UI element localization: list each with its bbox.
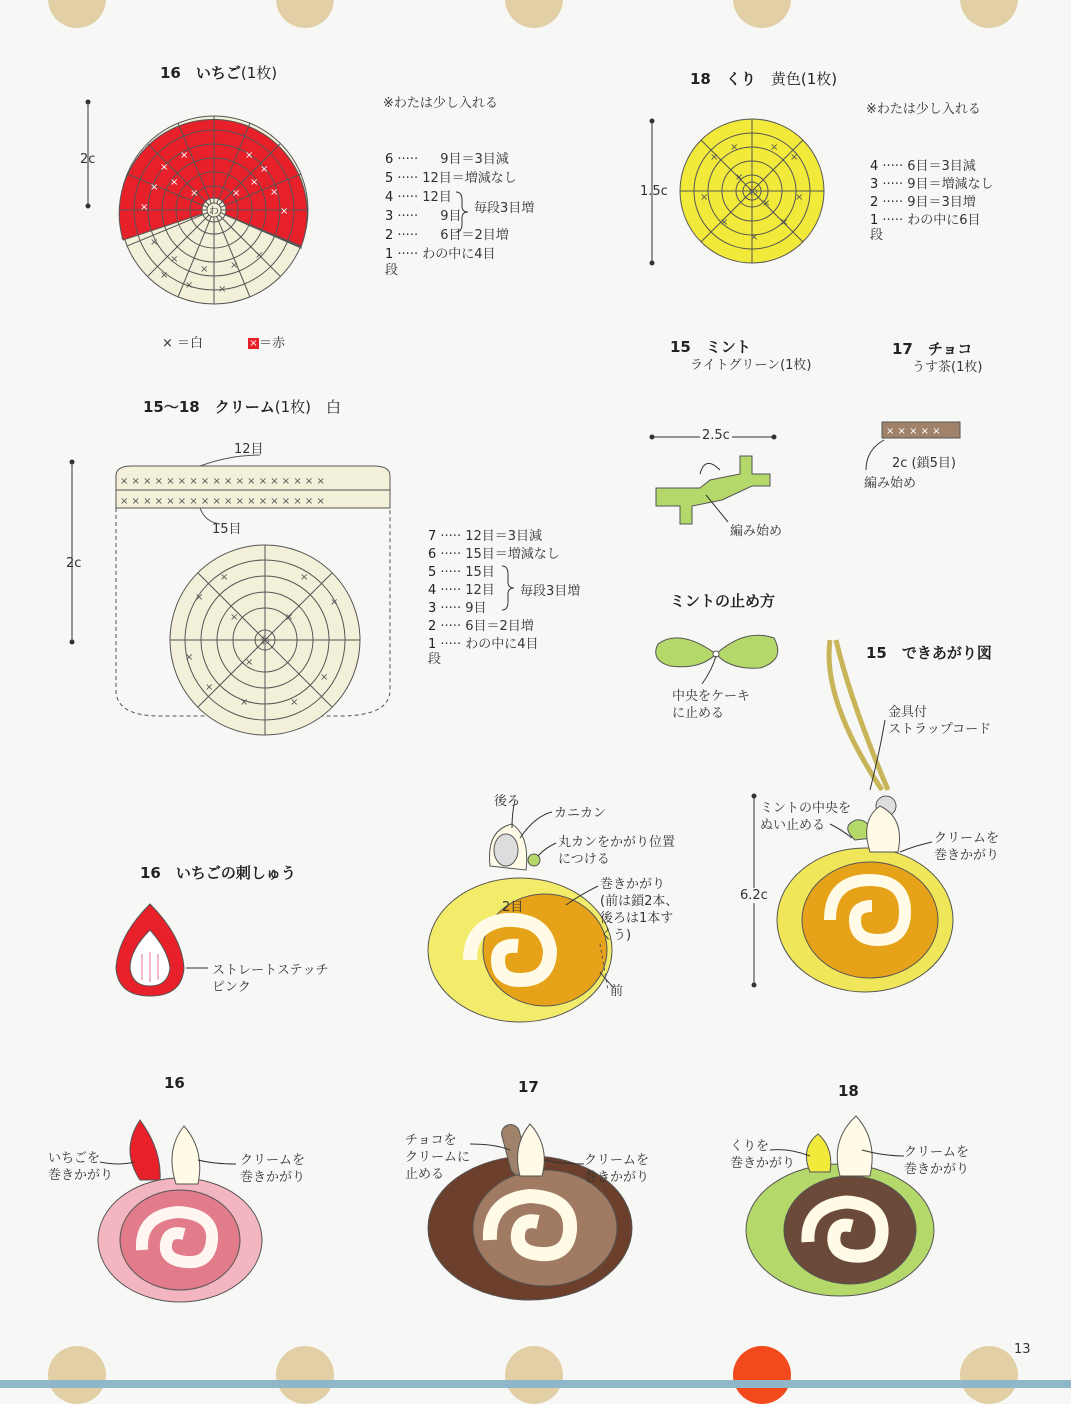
svg-text:×: ×	[232, 188, 241, 199]
row: 6 ····· 15目＝増減なし	[428, 547, 560, 562]
svg-text:×: ×	[220, 572, 229, 583]
svg-text:× × × × ×: × × × × ×	[886, 426, 941, 437]
svg-text:×: ×	[780, 217, 789, 228]
svg-text:×: ×	[170, 254, 179, 265]
two-stitch-label: 2目	[502, 900, 524, 915]
cream-dim: 2c	[66, 556, 82, 571]
cake-16-num: 16	[164, 1074, 185, 1092]
mint-start: 編み始め	[730, 524, 783, 539]
mint-leaf-chart	[656, 456, 770, 524]
legend-white: × ＝白	[162, 336, 204, 351]
cake-17-label-right: クリームを 巻きかがり	[584, 1153, 650, 1185]
row: 4 ····· 12目	[428, 583, 495, 598]
svg-text:×: ×	[160, 270, 169, 281]
svg-text:×: ×	[150, 182, 159, 193]
cream-brace-label: 毎段3目増	[520, 584, 581, 599]
svg-text:×: ×	[245, 150, 254, 161]
svg-text:×: ×	[280, 206, 289, 217]
chestnut-rows	[870, 158, 994, 242]
svg-text:×: ×	[790, 152, 799, 163]
wa-mark: わ	[209, 206, 219, 217]
strawberry-dim: 2c	[80, 152, 96, 167]
svg-text:×: ×	[160, 162, 169, 173]
mint-bow	[656, 635, 778, 668]
svg-text:×: ×	[190, 188, 199, 199]
svg-text:×: ×	[720, 217, 729, 228]
svg-text:×: ×	[230, 260, 239, 271]
svg-text:×: ×	[240, 697, 249, 708]
embroidery-label: ストレートステッチ ピンク	[212, 963, 329, 995]
row: 1 ····· わの中に6目	[870, 213, 981, 228]
back-label: 後ろ	[494, 794, 521, 809]
choco-dim: 2c (鎖5目)	[892, 456, 956, 471]
choco-title: 17 チョコ	[892, 340, 973, 358]
svg-text:× × × × × × × × × × × × × × ×: × × × × × × × × × × × × × × × × × ×	[120, 476, 325, 487]
row: 1 ····· わの中に4目	[385, 247, 496, 262]
svg-text:×: ×	[150, 237, 159, 248]
svg-text:×: ×	[195, 592, 204, 603]
svg-text:×: ×	[300, 572, 309, 583]
cream-bottom: 15目	[212, 522, 242, 537]
svg-text:×: ×	[762, 198, 771, 209]
row: 7 ····· 12目＝3目減	[428, 529, 543, 544]
finished-dim: 6.2c	[740, 888, 768, 903]
dan-label: 段	[870, 228, 884, 243]
row: 3 ····· 9目	[428, 601, 487, 616]
strawberry-title: 16 いちご(1枚)	[160, 64, 278, 82]
row: 2 ····· 9目＝3目増	[870, 195, 976, 210]
strawberry-brace-label: 毎段3目増	[474, 201, 535, 216]
cake-18-label-right: クリームを 巻きかがり	[904, 1145, 970, 1177]
rolling-label: 巻きかがり (前は鎖2本、 後ろは1本す くう)	[600, 877, 679, 943]
svg-text:×: ×	[730, 142, 739, 153]
cake-17-num: 17	[518, 1078, 539, 1096]
cake-16-label-left: いちごを 巻きかがり	[48, 1151, 114, 1183]
cream-title: 15〜18 クリーム(1枚) 白	[143, 398, 341, 416]
dan-label: 段	[428, 652, 442, 667]
svg-text:×: ×	[185, 280, 194, 291]
svg-text:×: ×	[255, 250, 264, 261]
svg-text:×: ×	[750, 232, 759, 243]
svg-text:×: ×	[245, 657, 254, 668]
ring-label: 丸カンをかがり位置 につける	[558, 835, 676, 867]
svg-text:×: ×	[795, 192, 804, 203]
cake-16-label-right: クリームを 巻きかがり	[240, 1153, 306, 1185]
dan-label: 段	[385, 263, 399, 278]
svg-text:×: ×	[218, 284, 227, 295]
svg-text:×: ×	[770, 142, 779, 153]
red-swatch: ×	[249, 338, 258, 349]
svg-text:×: ×	[285, 612, 294, 623]
row: 2 ····· 6目＝2目増	[385, 228, 509, 243]
chestnut-title: 18 くり 黄色(1枚)	[690, 70, 838, 88]
mint-sub: ライトグリーン(1枚)	[690, 358, 812, 373]
svg-text:×: ×	[700, 192, 709, 203]
choco-sub: うす茶(1枚)	[912, 360, 983, 375]
chestnut-note: ※わたは少し入れる	[866, 102, 981, 117]
row: 4 ····· 12目	[385, 190, 452, 205]
strap-label: 金具付 ストラップコード	[888, 705, 992, 737]
front-label: 前	[610, 984, 624, 999]
kanikan-label: カニカン	[554, 806, 607, 821]
svg-text:わ: わ	[748, 187, 758, 198]
svg-text:× × × × × × × × × × × × × × ×: × × × × × × × × × × × × × × × × × ×	[120, 496, 325, 507]
chestnut-dim: 1.5c	[640, 184, 668, 199]
row: 3 ····· 9目＝増減なし	[870, 177, 994, 192]
row: 3 ····· 9目	[385, 209, 462, 224]
svg-text:×: ×	[180, 150, 189, 161]
strawberry-note: ※わたは少し入れる	[383, 96, 498, 111]
embroidery-title: 16 いちごの刺しゅう	[140, 864, 296, 882]
legend-red: ×＝赤	[249, 336, 286, 351]
finished-title: 15 できあがり図	[866, 644, 992, 662]
embroidery-strawberry	[116, 904, 184, 996]
svg-text:×: ×	[250, 177, 259, 188]
cake-18-label-left: くりを 巻きかがり	[730, 1139, 796, 1171]
row: 4 ····· 6目＝3目減	[870, 159, 976, 174]
svg-text:×: ×	[290, 697, 299, 708]
mint-sew-label: ミントの中央を ぬい止める	[760, 801, 852, 833]
svg-text:×: ×	[260, 164, 269, 175]
page-number: 13	[1014, 1342, 1031, 1357]
svg-text:×: ×	[330, 597, 339, 608]
svg-text:×: ×	[185, 652, 194, 663]
svg-text:×: ×	[205, 682, 214, 693]
cake-16	[98, 1120, 262, 1302]
svg-text:×: ×	[270, 187, 279, 198]
row: 1 ····· わの中に4目	[428, 637, 539, 652]
cream-roll-label: クリームを 巻きかがり	[934, 831, 1000, 863]
cake-17-label-left: チョコを クリームに 止める	[405, 1133, 471, 1182]
svg-text:×: ×	[170, 177, 179, 188]
svg-text:×: ×	[200, 264, 209, 275]
mint-dim: 2.5c	[702, 428, 730, 443]
row: 2 ····· 6目＝2目増	[428, 619, 534, 634]
cream-top: 12目	[234, 442, 264, 457]
mint-fix-label: 中央をケーキ に止める	[672, 689, 751, 721]
mint-fix-title: ミントの止め方	[670, 592, 776, 610]
svg-text:×: ×	[735, 172, 744, 183]
svg-text:×: ×	[320, 672, 329, 683]
svg-text:×: ×	[710, 152, 719, 163]
row: 5 ····· 15目	[428, 565, 495, 580]
svg-text:×: ×	[140, 202, 149, 213]
row: 6 ····· 9目＝3目減	[385, 152, 509, 167]
mint-title: 15 ミント	[670, 338, 751, 356]
svg-text:×: ×	[230, 612, 239, 623]
svg-text:わ: わ	[260, 636, 270, 647]
choco-start: 編み始め	[864, 476, 917, 491]
cake-18-num: 18	[838, 1082, 859, 1100]
row: 5 ····· 12目＝増減なし	[385, 171, 517, 186]
